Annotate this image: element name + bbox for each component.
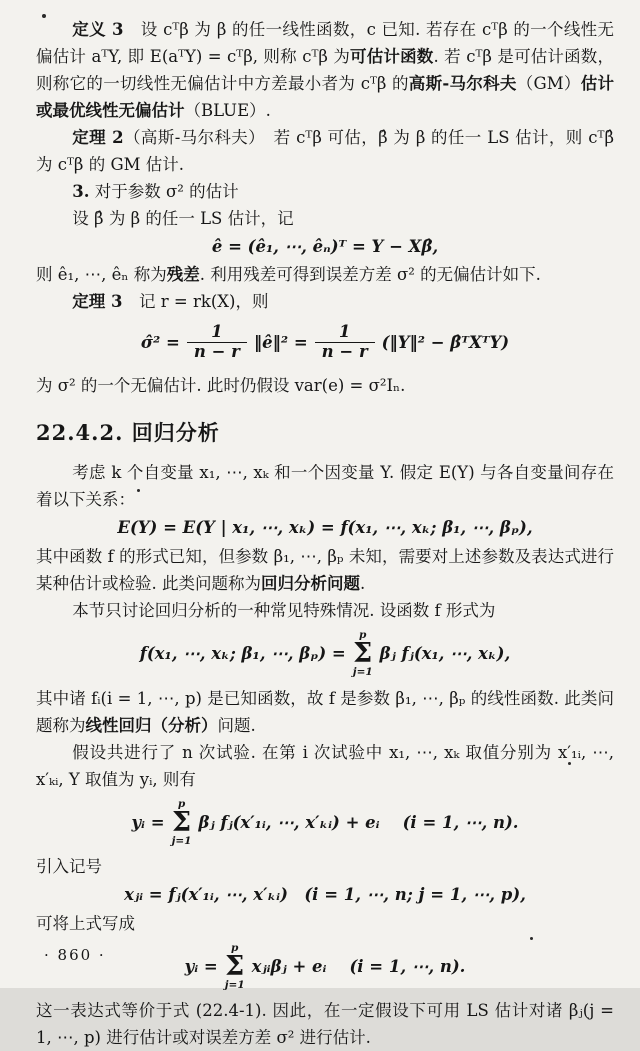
formula-lhs: yᵢ =: [184, 957, 218, 977]
residual-naming-paragraph: [36, 261, 614, 288]
emphasized-text: 定义 3: [72, 20, 124, 39]
linear-form-formula: [36, 630, 614, 679]
body-text: .: [360, 573, 366, 593]
emphasized-text: 定理 3: [72, 292, 123, 312]
scan-speck: [530, 937, 533, 940]
ls-estimate-setup-paragraph: [36, 205, 614, 232]
section-heading: 22.4.2. 回归分析: [36, 420, 220, 446]
item-3-sigma-estimation: [36, 178, 614, 205]
rewrite-intro-paragraph: [36, 910, 614, 937]
body-text: 问题.: [217, 715, 256, 735]
scan-speck: [42, 14, 46, 18]
conditional-expectation-formula: [36, 517, 614, 538]
body-text: 可将上式写成: [36, 913, 135, 933]
body-text: 为 σ² 的一个无偏估计. 此时仍假设 var(e) = σ²Iₙ.: [36, 376, 406, 396]
body-text: （GM）: [516, 74, 581, 93]
residual-formula-text: ê = (ê₁, ⋯, êₙ)ᵀ = Y − Xβ̂,: [211, 237, 439, 256]
regression-intro-paragraph: [36, 459, 614, 513]
formula-lhs: σ̂² =: [140, 333, 180, 353]
residual-definition-formula: [36, 236, 614, 257]
formula-lhs: yᵢ =: [131, 813, 165, 833]
body-text: （高斯-马尔科夫） 若 cᵀβ 可估，β̂ 为 β 的任一 LS 估计，则 cᵀβ̂ 为 cᵀβ 的 GM 估计.: [36, 128, 614, 174]
definition-3-paragraph: [36, 16, 614, 124]
fraction-denominator: n − r: [187, 342, 247, 362]
summation-symbol: [172, 799, 192, 848]
fraction-denominator: n − r: [315, 342, 375, 362]
body-text: 记 r = rk(X)，则: [122, 292, 269, 312]
sum-upper-limit: p: [177, 797, 186, 810]
formula-rhs: xⱼᵢβⱼ + eᵢ: [251, 957, 327, 977]
sigma-glyph: Σ: [353, 638, 373, 670]
emphasized-text: 可估计函数: [350, 47, 434, 66]
body-text: 设 β̂ 为 β 的任一 LS 估计，记: [72, 209, 294, 228]
rewritten-model-formula: [36, 943, 614, 992]
formula-condition: (i = 1, ⋯, n).: [349, 957, 466, 977]
body-text: 其中函数 f 的形式已知，但参数 β₁, ⋯, βₚ 未知，需要对上述参数及表达式进行某种估计或检验. 此类问题称为: [36, 546, 614, 593]
notation-intro-paragraph: [36, 853, 614, 880]
body-text: . 利用残差可得到误差方差 σ² 的无偏估计如下.: [199, 265, 541, 285]
linear-form-formula-row: [140, 630, 510, 679]
body-text: 其中诸 fᵢ(i = 1, ⋯, p) 是已知函数，故 f 是参数 β₁, ⋯, βₚ 的线性函数. 此类问题称为: [36, 688, 614, 735]
emphasized-text: 回归分析问题: [261, 573, 360, 593]
fraction-numerator: 1: [338, 322, 351, 342]
formula-rhs: βⱼ fⱼ(x′₁ᵢ, ⋯, x′ₖᵢ) + eᵢ: [198, 813, 380, 833]
formula-rhs: βⱼ fⱼ(x₁, ⋯, xₖ),: [379, 644, 511, 664]
body-text: . 若 cᵀβ 是可估计函数，则称它的一切线性无偏估计中方差最小者为 cᵀβ 的: [36, 47, 614, 93]
fraction: [315, 323, 375, 362]
observation-model-formula-row: [131, 799, 518, 848]
emphasized-text: 定理 2: [72, 128, 124, 147]
formula-lhs: f(x₁, ⋯, xₖ; β₁, ⋯, βₚ) =: [139, 644, 346, 664]
equivalence-paragraph: [36, 997, 614, 1051]
page-number: · 860 ·: [44, 946, 106, 964]
formula-mid: ‖ê‖² =: [253, 333, 308, 353]
experiments-paragraph: [36, 739, 614, 793]
emphasized-text: 线性回归（分析）: [85, 715, 218, 735]
special-case-paragraph: [36, 597, 614, 624]
expectation-formula-text: E(Y) = E(Y | x₁, ⋯, xₖ) = f(x₁, ⋯, xₖ; β₁, ⋯, βₚ),: [117, 518, 533, 538]
emphasized-text: 残差: [166, 265, 200, 285]
theorem-3-paragraph: [36, 288, 614, 315]
summation-symbol: [353, 630, 373, 679]
body-text: 假设共进行了 n 次试验. 在第 i 次试验中 x₁, ⋯, xₖ 取值分别为 x′₁ᵢ, ⋯, x′ₖᵢ, Y 取值为 yᵢ, 则有: [36, 742, 614, 789]
unbiased-estimate-note-paragraph: [36, 372, 614, 399]
sigma-hat-formula-row: [141, 323, 509, 362]
scan-speck: [137, 489, 140, 492]
summation-symbol: [225, 943, 245, 992]
design-variable-formula-text: xⱼᵢ = fⱼ(x′₁ᵢ, ⋯, x′ₖᵢ) (i = 1, ⋯, n; j = 1, ⋯, p),: [124, 885, 526, 905]
body-text: 本节只讨论回归分析的一种常见特殊情况. 设函数 f 形式为: [72, 600, 496, 620]
formula-rhs: (‖Y‖² − β̂ᵀXᵀY): [381, 333, 510, 353]
body-text: 对于参数 σ² 的估计: [89, 182, 239, 201]
formula-condition: (i = 1, ⋯, n).: [402, 813, 519, 833]
emphasized-text: 估计或最优线性无偏估计: [36, 74, 615, 120]
emphasized-text: 高斯-马尔科夫: [408, 74, 517, 93]
sum-upper-limit: p: [359, 628, 367, 641]
sigma-hat-formula: [36, 323, 614, 362]
body-text: 这一表达式等价于式 (22.4-1). 因此，在一定假设下可用 LS 估计对诸 βⱼ(j = 1, ⋯, p) 进行估计或对误差方差 σ² 进行估计.: [36, 1001, 614, 1048]
scan-speck: [568, 762, 571, 765]
rewritten-model-formula-row: [185, 943, 466, 992]
body-text: 设 cᵀβ 为 β 的任一线性函数，c 已知. 若存在 cᵀβ 的一个线性无偏估计 aᵀY, 即 E(aᵀY) = cᵀβ, 则称 cᵀβ 为: [36, 20, 614, 66]
fraction: [187, 323, 247, 362]
sum-lower-limit: j=1: [171, 834, 192, 847]
body-text: 考虑 k 个自变量 x₁, ⋯, xₖ 和一个因变量 Y. 假定 E(Y) 与各自变量间存在着以下关系：: [36, 463, 614, 510]
fraction-numerator: 1: [211, 322, 223, 342]
sigma-glyph: Σ: [171, 807, 192, 839]
emphasized-text: 3.: [72, 182, 90, 201]
linear-regression-naming-paragraph: [36, 685, 614, 739]
sum-lower-limit: j=1: [224, 978, 245, 991]
body-text: 引入记号: [36, 857, 102, 877]
design-variable-formula: [36, 884, 614, 905]
sum-upper-limit: p: [231, 941, 239, 954]
body-text: （BLUE）.: [184, 101, 271, 120]
sigma-glyph: Σ: [225, 951, 245, 983]
sum-lower-limit: j=1: [352, 666, 373, 678]
observation-model-formula: [36, 799, 614, 848]
body-text: 则 ê₁, ⋯, êₙ 称为: [36, 265, 167, 285]
theorem-2-paragraph: [36, 124, 614, 178]
unknown-parameters-paragraph: [36, 543, 614, 597]
